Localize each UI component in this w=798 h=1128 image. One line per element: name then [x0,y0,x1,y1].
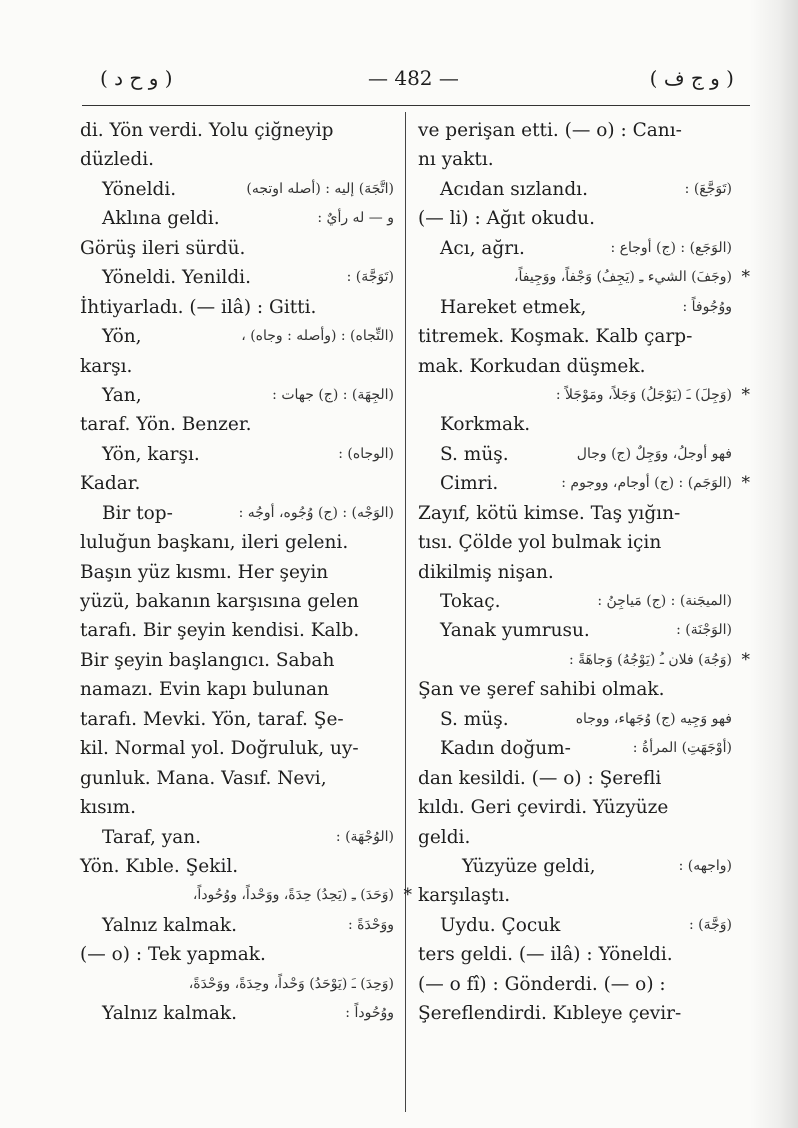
right-column [418,116,750,1029]
turkish-text: Aklına geldi. [102,208,220,230]
turkish-text: Acıdan sızlandı. [440,178,588,200]
entry-line [418,970,732,999]
turkish-text: kil. Normal yol. Doğruluk, uy- [80,738,359,760]
entry-line [80,616,394,645]
arabic-headword: (وَجَّهَ) : [688,916,732,933]
turkish-text: (— o) : Tek yapmak. [80,944,266,966]
turkish-text: tarafı. Mevki. Yön, taraf. Şe- [80,708,344,730]
entry-line [80,940,394,969]
entry-line [80,911,394,940]
turkish-text: nı yaktı. [418,149,494,171]
root-marker: * [741,384,750,405]
entry-line [418,204,732,233]
arabic-headword: (تَوَجَّهَ) : [346,269,394,286]
turkish-text: Yön. Kıble. Şekil. [80,855,239,877]
arabic-headword: (واجهه) : [678,857,732,874]
arabic-headword: (اتَّجَهَ) إليه : (أصله اوتجه) [246,180,394,197]
arabic-headword: (أوْجَهَتِ) المرأةُ : [632,740,732,757]
entry-line [80,793,394,822]
entry-line [418,911,732,940]
page-header [100,66,740,98]
turkish-text: taraf. Yön. Benzer. [80,414,252,436]
turkish-text: karşı. [80,355,133,377]
arabic-headword: و — له رأيٌ : [317,210,394,227]
entry-line [80,705,394,734]
entry-line [418,116,732,145]
turkish-text: ve perişan etti. (— o) : Canı- [418,120,682,141]
turkish-text: Kadar. [80,473,141,495]
entry-line [80,293,394,322]
turkish-text: luluğun başkanı, ileri geleni. [80,532,349,554]
arabic-headword: (الوَجْه) : (ج) وُجُوه، أوجُه : [238,504,394,521]
entry-line [80,204,394,233]
right-root-heading: ( و ج ف ) [649,66,734,90]
header-rule [82,105,750,106]
entry-line [80,145,394,174]
entry-line [80,322,394,351]
turkish-text: Uydu. Çocuk [440,914,561,936]
entry-line [80,352,394,381]
entry-line [418,734,732,763]
entry-line [80,675,394,704]
entry-line [80,823,394,852]
turkish-text: S. müş. [440,443,509,465]
entry-line [418,528,732,557]
turkish-text: Cimri. [440,473,499,495]
entry-line [80,558,394,587]
entry-line [80,410,394,439]
entry-line [80,499,394,528]
entry-line [418,616,732,645]
entry-line [418,322,732,351]
turkish-text: Korkmak. [440,414,531,436]
entry-line [418,352,732,381]
turkish-text: Yöneldi. Yenildi. [102,267,251,289]
arabic-headword: فهو أوجلُ، ووَجِلٌ (ج) وجال [576,445,732,462]
entry-line [80,587,394,616]
turkish-text: titremek. Koşmak. Kalb çarp- [418,326,693,348]
entry-line [80,469,394,498]
arabic-headword: (تَوَجَّعَ) : [684,180,732,197]
entry-line [80,528,394,557]
entry-line [80,764,394,793]
entry-line [418,469,750,498]
entry-line [418,293,732,322]
arabic-headword: (وَجُهَ) فلان ـُ (يَوْجُهُ) وَجاهَةً : [568,651,732,668]
turkish-text: namazı. Evin kapı bulunan [80,679,329,701]
arabic-headword: ووَحْدَةً : [347,916,394,933]
turkish-text: Hareket etmek, [440,296,587,318]
entry-line [418,999,732,1028]
turkish-text: Tokaç. [440,591,501,612]
arabic-headword: (الوُجْهَة) : [335,828,394,845]
turkish-text: dan kesildi. (— o) : Şerefli [418,767,662,789]
turkish-text: Yön, karşı. [102,443,200,465]
entry-line [418,145,732,174]
turkish-text: di. Yön verdi. Yolu çiğneyip [80,120,334,141]
turkish-text: Yalnız kalmak. [102,914,238,936]
entry-line [418,587,732,616]
entry-line [418,793,732,822]
entry-line [418,764,732,793]
entry-line [418,499,732,528]
arabic-headword: (وَحِدَ) ـَ (يَوْحَدُ) وَحْداً، وحِدَةً، ووَحْدَةً، [188,975,394,992]
entry-line [80,381,394,410]
turkish-text: karşılaştı. [418,885,511,907]
entry-line [80,175,394,204]
entry-line [418,646,750,675]
turkish-text: Taraf, yan. [102,826,202,848]
turkish-text: gunluk. Mana. Vasıf. Nevi, [80,767,327,789]
arabic-headword: (الوَجَم) : (ج) أوجام، ووجوم : [561,475,732,492]
arabic-headword: (الوَجْنَة) : [676,622,732,639]
entry-line [418,381,750,410]
turkish-text: Bir top- [102,502,173,524]
entry-line [80,263,394,292]
turkish-text: tısı. Çölde yol bulmak için [418,532,662,554]
turkish-text: kısım. [80,797,136,819]
page-edge-shadow [750,0,798,1128]
turkish-text: Acı, ağrı. [440,237,525,259]
turkish-text: Bir şeyin başlangıcı. Sabah [80,649,335,671]
turkish-text: (— li) : Ağıt okudu. [418,208,595,230]
turkish-text: yüzü, bakanın karşısına gelen [80,591,359,612]
turkish-text: Şereflendirdi. Kıbleye çevir- [418,1003,682,1025]
entry-line [418,881,732,910]
entry-line [80,970,394,999]
left-root-heading: ( و ح د ) [100,66,173,90]
root-marker: * [741,267,750,288]
turkish-text: Yan, [102,384,142,406]
turkish-text: Kadın doğum- [440,738,571,760]
entry-line [418,410,732,439]
arabic-headword: (وَجِلَ) ـَ (يَوْجَلُ) وَجَلاً، ومَوْجَلاً : [555,386,732,403]
turkish-text: tarafı. Bir şeyin kendisi. Kalb. [80,620,360,642]
entry-line [80,646,394,675]
arabic-headword: ووُجُوفاً : [682,298,732,315]
arabic-headword: (الوَجَع) : (ج) أوجاع : [610,239,732,256]
turkish-text: Yön, [102,326,142,348]
entry-line [80,852,394,881]
entry-line [80,440,394,469]
entry-line [418,175,732,204]
page-number: — 482 — [368,66,459,90]
root-marker: * [741,473,750,494]
left-column [80,116,412,1029]
arabic-headword: (وجَفَ) الشيء ـِ (يَجِفُ) وَجْفاً، ووَجِيفاً، [514,269,732,286]
turkish-text: (— o fî) : Gönderdi. (— o) : [418,973,666,995]
arabic-headword: (وَحَدَ) ـِ (يَحِدُ) حِدَةً، ووَحْداً، ووُحُوداً، [192,887,394,904]
turkish-text: Zayıf, kötü kimse. Taş yığın- [418,502,681,524]
arabic-headword: فهو وَجِيه (ج) وُجَهاء، ووجاه [575,710,732,727]
turkish-text: dikilmiş nişan. [418,561,554,583]
entry-line [418,823,732,852]
root-marker: * [403,885,412,906]
arabic-headword: (الجِهَة) : (ج) جهات : [272,386,394,403]
turkish-text: S. müş. [440,708,509,730]
turkish-text: Yalnız kalmak. [102,1003,238,1025]
arabic-headword: (الميجَنة) : (ج) مَياجِنُ : [597,593,732,609]
turkish-text: düzledi. [80,149,155,171]
entry-line [418,852,732,881]
turkish-text: Yüzyüze geldi, [462,855,596,877]
entry-line [418,675,732,704]
turkish-text: Yanak yumrusu. [440,620,590,642]
entry-line [80,881,412,910]
root-marker: * [741,649,750,670]
entry-line [418,705,732,734]
entry-line [418,234,732,263]
arabic-headword: ووُحُوداً : [345,1005,394,1022]
arabic-headword: (الوجاه) : [338,445,394,462]
column-separator [405,112,406,1112]
turkish-text: ters geldi. (— ilâ) : Yöneldi. [418,944,673,966]
turkish-text: Yöneldi. [102,178,177,200]
entry-line [418,263,750,292]
turkish-text: mak. Korkudan düşmek. [418,355,646,377]
entry-line [80,116,394,145]
entry-line [80,734,394,763]
turkish-text: İhtiyarladı. (— ilâ) : Gitti. [80,296,317,318]
turkish-text: Başın yüz kısmı. Her şeyin [80,561,329,583]
turkish-text: geldi. [418,826,471,848]
entry-line [80,234,394,263]
entry-line [418,440,732,469]
turkish-text: Görüş ileri sürdü. [80,237,246,259]
entry-line [418,940,732,969]
arabic-headword: (التِّجاه) : (وأصله : وجاه) ، [241,328,394,345]
turkish-text: Şan ve şeref sahibi olmak. [418,679,665,701]
entry-line [418,558,732,587]
turkish-text: kıldı. Geri çevirdi. Yüzyüze [418,797,669,819]
entry-line [80,999,394,1028]
